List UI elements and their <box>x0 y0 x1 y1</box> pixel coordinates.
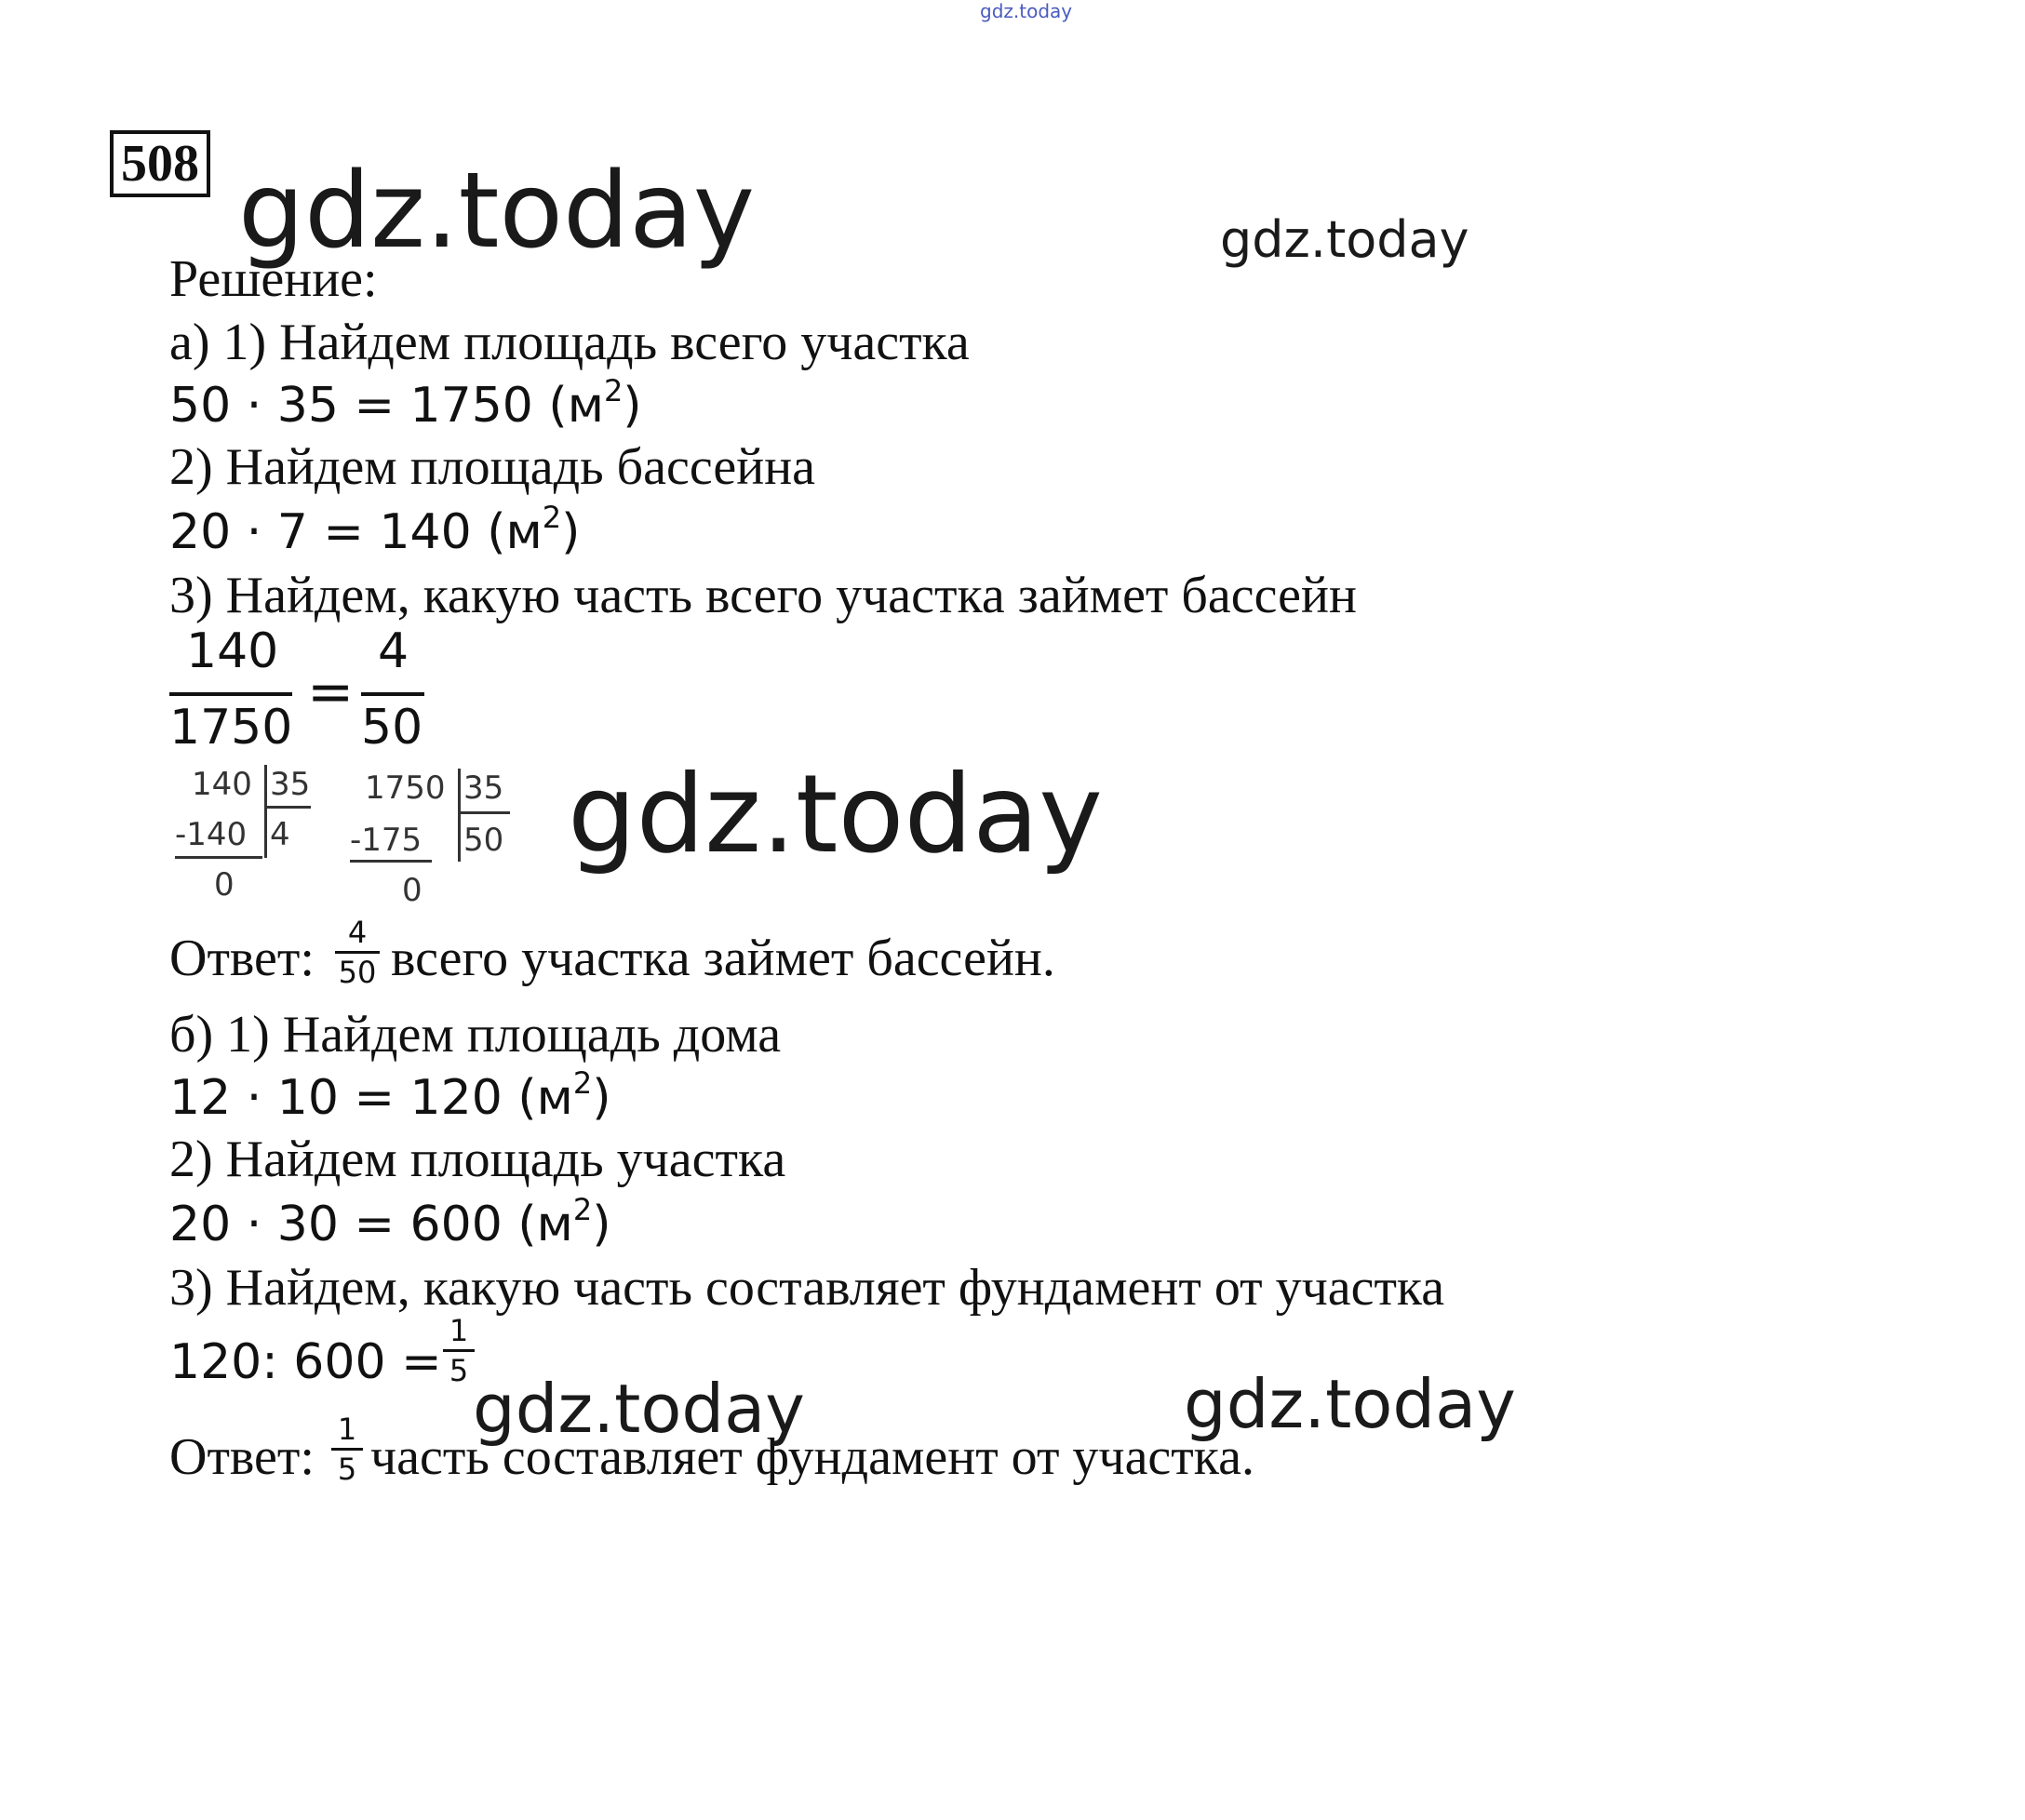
part-b-answer-denominator: 5 <box>337 1452 357 1487</box>
part-b-step3: 3) Найдем, какую часть составляет фундамент от участка <box>169 1259 1445 1317</box>
part-a-step3: 3) Найдем, какую часть всего участка займет бассейн <box>169 567 1357 624</box>
division-2-subtract: -175 <box>350 822 422 859</box>
part-b-step1: б) 1) Найдем площадь дома <box>169 1006 782 1064</box>
fraction-right-bar <box>361 692 424 696</box>
unit-power: 2 <box>603 373 624 408</box>
part-b-eq2 <box>169 1192 611 1252</box>
part-a-answer-label: Ответ: <box>169 930 315 987</box>
unit-close: ) <box>561 504 581 560</box>
part-b-eq1 <box>169 1065 611 1126</box>
unit-close: ) <box>592 1070 611 1126</box>
watermark-header-large: gdz.today <box>238 151 756 272</box>
part-a-eq2-text: 20 · 7 = 140 (м <box>169 504 543 560</box>
part-a-answer-text: всего участка займет бассейн. <box>391 930 1055 987</box>
unit-close: ) <box>592 1197 611 1252</box>
watermark-middle: gdz.today <box>568 752 1103 877</box>
watermark-header-right: gdz.today <box>1220 210 1469 269</box>
fraction-equals: = <box>307 660 355 725</box>
division-1-divisor-bar <box>264 806 311 809</box>
part-b-answer-bar <box>331 1448 363 1451</box>
division-1-quotient: 4 <box>270 816 290 853</box>
part-b-eq2-text: 20 · 30 = 600 (м <box>169 1197 573 1252</box>
fraction-right-denominator: 50 <box>361 700 423 756</box>
division-2-remainder: 0 <box>402 872 422 909</box>
watermark-bottom-right: gdz.today <box>1184 1365 1516 1443</box>
part-b-eq3-denominator: 5 <box>449 1353 469 1388</box>
fraction-left-denominator: 1750 <box>169 700 293 756</box>
watermark-top-small: gdz.today <box>980 0 1073 22</box>
fraction-right-numerator: 4 <box>378 623 409 679</box>
part-a-eq1 <box>169 373 642 434</box>
part-b-answer-fraction <box>331 1412 363 1487</box>
watermark-bottom-left: gdz.today <box>473 1370 805 1448</box>
unit-power: 2 <box>542 500 562 535</box>
part-b-eq1-text: 12 · 10 = 120 (м <box>169 1070 573 1126</box>
division-2-subtract-bar <box>350 860 432 863</box>
division-2-divisor: 35 <box>463 769 504 807</box>
part-b-eq3-bar <box>443 1349 475 1352</box>
part-a-step2: 2) Найдем площадь бассейна <box>169 438 816 496</box>
division-1-divisor: 35 <box>270 766 311 803</box>
fraction-left-bar <box>169 692 292 696</box>
unit-power: 2 <box>572 1192 593 1227</box>
division-1-subtract-bar <box>175 856 262 859</box>
part-b-eq3-numerator: 1 <box>449 1313 469 1348</box>
part-b-answer-numerator: 1 <box>337 1412 357 1447</box>
part-a-step1: а) 1) Найдем площадь всего участка <box>169 314 970 371</box>
division-1-dividend: 140 <box>192 766 252 803</box>
part-b-answer-text: часть составляет фундамент от участка. <box>370 1428 1254 1486</box>
division-1-remainder: 0 <box>214 866 235 903</box>
division-1-vertical <box>264 765 267 858</box>
part-b-answer-label: Ответ: <box>169 1428 315 1486</box>
division-2-quotient: 50 <box>463 822 504 859</box>
unit-power: 2 <box>572 1065 593 1101</box>
part-a-eq2 <box>169 500 581 560</box>
division-2-vertical <box>458 769 461 862</box>
division-1-subtract: -140 <box>175 816 248 853</box>
part-a-answer-numerator: 4 <box>347 915 368 950</box>
part-b-eq3-fraction <box>443 1313 475 1388</box>
part-b-step2: 2) Найдем площадь участка <box>169 1131 786 1188</box>
unit-close: ) <box>623 378 642 434</box>
part-a-answer-fraction <box>335 915 380 990</box>
part-a-answer-denominator: 50 <box>338 955 377 990</box>
division-2-dividend: 1750 <box>365 769 446 807</box>
task-number: 508 <box>110 130 210 197</box>
division-2-divisor-bar <box>458 811 510 814</box>
part-b-eq3: 120: 600 = <box>169 1334 442 1390</box>
part-a-answer-bar <box>335 951 380 954</box>
part-a-eq1-text: 50 · 35 = 1750 (м <box>169 378 604 434</box>
fraction-left-numerator: 140 <box>186 623 279 679</box>
solution-label: Решение: <box>169 250 378 308</box>
